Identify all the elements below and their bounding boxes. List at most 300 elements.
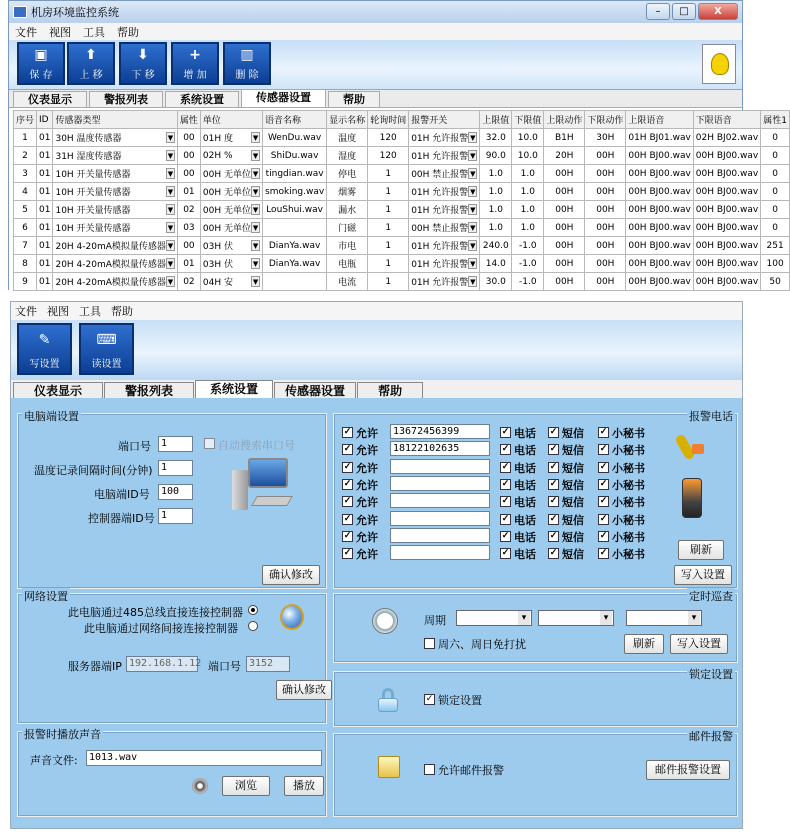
- table-row[interactable]: [14, 129, 790, 147]
- sms-label: 短信: [562, 548, 584, 562]
- table-cell[interactable]: 00H BJ00.wav: [693, 183, 760, 201]
- table-cell[interactable]: 00H: [585, 183, 626, 201]
- table-cell[interactable]: 00H: [585, 255, 626, 273]
- table-cell[interactable]: 00H: [544, 237, 585, 255]
- phone-checkbox[interactable]: ✓: [501, 530, 510, 541]
- allow-checkbox[interactable]: ✓: [343, 548, 352, 559]
- table-cell[interactable]: 0: [761, 219, 790, 237]
- table-cell[interactable]: 10.0: [512, 147, 544, 165]
- dropdown-arrow-icon[interactable]: ▼: [470, 242, 476, 250]
- column-header[interactable]: 上限动作: [544, 111, 585, 129]
- table-cell[interactable]: 01: [37, 237, 53, 255]
- table-cell[interactable]: 00H BJ00.wav: [693, 165, 760, 183]
- table-cell[interactable]: 5: [14, 201, 37, 219]
- table-cell[interactable]: 1: [14, 129, 37, 147]
- lock-title: 锁定设置: [689, 668, 733, 681]
- table-cell[interactable]: 6: [14, 219, 37, 237]
- cell-value: 10H 开关量传感器: [55, 188, 131, 198]
- table-cell[interactable]: 00H BJ00.wav: [693, 273, 760, 291]
- table-cell[interactable]: 30H: [585, 129, 626, 147]
- table-cell[interactable]: LouShui.wav: [263, 201, 327, 219]
- dropdown-arrow-icon[interactable]: ▼: [252, 134, 259, 142]
- table-cell[interactable]: [53, 165, 177, 183]
- table-cell[interactable]: DianYa.wav: [263, 255, 327, 273]
- phone-number-input[interactable]: [390, 476, 490, 491]
- table-cell[interactable]: 湿度: [327, 147, 368, 165]
- dropdown-arrow-icon[interactable]: ▼: [252, 242, 259, 250]
- table-cell[interactable]: [53, 201, 177, 219]
- secretary-checkbox[interactable]: ✓: [599, 444, 608, 455]
- move-up-button[interactable]: ⬆ 上 移: [67, 42, 115, 85]
- table-cell[interactable]: 1: [368, 237, 409, 255]
- table-cell[interactable]: 01: [37, 129, 53, 147]
- table-cell[interactable]: 1.0: [512, 165, 544, 183]
- column-header[interactable]: 语音名称: [263, 111, 327, 129]
- table-cell[interactable]: 00H BJ00.wav: [626, 237, 693, 255]
- dropdown-arrow-icon[interactable]: ▼: [252, 188, 259, 196]
- table-cell[interactable]: 00H BJ00.wav: [626, 147, 693, 165]
- menu-view-2[interactable]: 视图: [47, 305, 69, 318]
- table-cell[interactable]: [200, 255, 262, 273]
- mail-alarm-checkbox[interactable]: [424, 764, 435, 775]
- menu-file-2[interactable]: 文件: [15, 305, 37, 318]
- phone-checkbox[interactable]: ✓: [501, 427, 510, 437]
- phone-number-input[interactable]: [390, 545, 490, 560]
- table-row[interactable]: [14, 201, 790, 219]
- table-cell[interactable]: 01H BJ01.wav: [626, 129, 693, 147]
- table-cell[interactable]: -1.0: [512, 255, 544, 273]
- table-cell[interactable]: [53, 255, 177, 273]
- column-header[interactable]: 下限值: [512, 111, 544, 129]
- table-cell[interactable]: 00H BJ00.wav: [626, 255, 693, 273]
- table-cell[interactable]: [409, 255, 480, 273]
- table-cell[interactable]: ShiDu.wav: [263, 147, 327, 165]
- table-cell[interactable]: 00H: [585, 147, 626, 165]
- tab-help-2[interactable]: 帮助: [357, 382, 423, 398]
- maximize-button[interactable]: □: [672, 3, 696, 20]
- table-cell[interactable]: 02: [177, 273, 200, 291]
- allow-checkbox[interactable]: ✓: [343, 513, 352, 524]
- table-cell[interactable]: [53, 273, 177, 291]
- secretary-checkbox[interactable]: ✓: [599, 478, 608, 489]
- table-cell[interactable]: 14.0: [480, 255, 512, 273]
- column-header[interactable]: ID: [37, 111, 53, 129]
- table-cell[interactable]: 10.0: [512, 129, 544, 147]
- table-cell[interactable]: [53, 219, 177, 237]
- menu-help-2[interactable]: 帮助: [111, 305, 133, 318]
- port-input[interactable]: 1: [158, 436, 193, 452]
- table-cell[interactable]: 1: [368, 255, 409, 273]
- move-down-button[interactable]: ⬇ 下 移: [119, 42, 167, 85]
- column-header[interactable]: 显示名称: [327, 111, 368, 129]
- table-cell[interactable]: 00H BJ00.wav: [626, 273, 693, 291]
- close-button[interactable]: X: [698, 3, 738, 20]
- secretary-label: 小秘书: [612, 478, 645, 492]
- table-cell[interactable]: 00: [177, 129, 200, 147]
- table-cell[interactable]: smoking.wav: [263, 183, 327, 201]
- table-cell[interactable]: 市电: [327, 237, 368, 255]
- table-cell[interactable]: DianYa.wav: [263, 237, 327, 255]
- write-settings-button[interactable]: ✎ 写设置: [17, 323, 72, 375]
- lock-checkbox[interactable]: ✓: [425, 694, 434, 704]
- dropdown-arrow-icon[interactable]: ▼: [470, 170, 476, 178]
- table-cell[interactable]: 01: [37, 219, 53, 237]
- table-cell[interactable]: 7: [14, 237, 37, 255]
- net-confirm-button[interactable]: 确认修改: [276, 680, 332, 700]
- secretary-checkbox[interactable]: ✓: [599, 530, 608, 541]
- table-cell[interactable]: 电流: [327, 273, 368, 291]
- table-cell[interactable]: 1.0: [480, 201, 512, 219]
- secretary-checkbox[interactable]: ✓: [599, 427, 608, 437]
- dropdown-arrow-icon[interactable]: ▼: [252, 278, 259, 286]
- table-cell[interactable]: [200, 237, 262, 255]
- table-cell[interactable]: 9: [14, 273, 37, 291]
- cell-value: 20H 4-20mA模拟量传感器: [55, 260, 166, 270]
- table-cell[interactable]: 01: [177, 255, 200, 273]
- table-cell[interactable]: 漏水: [327, 201, 368, 219]
- table-cell[interactable]: 00: [177, 165, 200, 183]
- table-cell[interactable]: 30.0: [480, 273, 512, 291]
- menu-view[interactable]: 视图: [49, 25, 71, 39]
- table-cell[interactable]: [409, 219, 480, 237]
- table-cell[interactable]: 0: [761, 201, 790, 219]
- table-cell[interactable]: [53, 237, 177, 255]
- minimize-button[interactable]: –: [646, 3, 670, 20]
- net-port-label: 端口号: [208, 660, 241, 673]
- table-cell[interactable]: 00H BJ00.wav: [626, 219, 693, 237]
- allow-label: 允许: [356, 496, 378, 510]
- table-cell[interactable]: 00H: [544, 183, 585, 201]
- tab-system-settings-2[interactable]: 系统设置: [195, 380, 273, 398]
- browse-button[interactable]: 浏览: [222, 776, 270, 796]
- period-select-3[interactable]: [626, 610, 702, 626]
- tab-system-settings[interactable]: 系统设置: [165, 91, 239, 107]
- allow-checkbox[interactable]: ✓: [343, 444, 352, 455]
- table-cell[interactable]: 1: [368, 273, 409, 291]
- dropdown-arrow-icon[interactable]: ▼: [252, 224, 259, 232]
- table-cell[interactable]: 1: [368, 183, 409, 201]
- dropdown-arrow-icon[interactable]: ▼: [470, 152, 476, 160]
- table-cell[interactable]: 00H: [544, 273, 585, 291]
- allow-checkbox[interactable]: ✓: [343, 427, 352, 437]
- column-header[interactable]: 序号: [14, 111, 37, 129]
- dropdown-arrow-icon[interactable]: ▼: [252, 206, 259, 214]
- table-cell[interactable]: 01: [37, 255, 53, 273]
- column-header[interactable]: 轮询时间: [368, 111, 409, 129]
- dropdown-arrow-icon[interactable]: ▼: [470, 188, 476, 196]
- table-cell[interactable]: 00H BJ00.wav: [693, 219, 760, 237]
- save-button[interactable]: ▣ 保 存: [17, 42, 65, 85]
- dropdown-arrow-icon[interactable]: ▼: [167, 188, 174, 196]
- table-cell[interactable]: 电瓶: [327, 255, 368, 273]
- table-cell[interactable]: 00H BJ00.wav: [693, 255, 760, 273]
- phone-number-input[interactable]: [390, 511, 490, 526]
- table-row[interactable]: [14, 255, 790, 273]
- table-cell[interactable]: 20H: [544, 147, 585, 165]
- column-header[interactable]: 上限值: [480, 111, 512, 129]
- table-cell[interactable]: [200, 165, 262, 183]
- table-cell[interactable]: [200, 183, 262, 201]
- menu-file[interactable]: 文件: [15, 25, 37, 39]
- table-cell[interactable]: 1: [368, 165, 409, 183]
- table-cell[interactable]: 2: [14, 147, 37, 165]
- table-cell[interactable]: 00H: [544, 201, 585, 219]
- rs485-radio[interactable]: [248, 605, 258, 615]
- phone-number-input[interactable]: [390, 493, 490, 508]
- table-cell[interactable]: 02H BJ02.wav: [693, 129, 760, 147]
- weekend-checkbox[interactable]: [424, 638, 435, 649]
- table-cell[interactable]: 烟雾: [327, 183, 368, 201]
- table-cell[interactable]: [263, 273, 327, 291]
- column-header[interactable]: 报警开关: [409, 111, 480, 129]
- phone-number-input[interactable]: 13672456399: [390, 424, 490, 439]
- table-cell[interactable]: 1.0: [480, 219, 512, 237]
- table-cell[interactable]: 00H: [585, 219, 626, 237]
- period-select-2[interactable]: [538, 610, 614, 626]
- patrol-refresh-button[interactable]: 刷新: [624, 634, 664, 654]
- sms-checkbox[interactable]: ✓: [549, 461, 558, 472]
- table-cell[interactable]: [409, 165, 480, 183]
- table-cell[interactable]: 02: [177, 201, 200, 219]
- table-cell[interactable]: 100: [761, 255, 790, 273]
- phone-checkbox[interactable]: ✓: [501, 496, 510, 507]
- table-cell[interactable]: [263, 219, 327, 237]
- phone-checkbox[interactable]: ✓: [501, 513, 510, 524]
- column-header[interactable]: 单位: [200, 111, 262, 129]
- table-cell[interactable]: 00H BJ00.wav: [626, 201, 693, 219]
- table-cell[interactable]: 00H BJ00.wav: [693, 147, 760, 165]
- dropdown-arrow-icon[interactable]: ▼: [167, 152, 174, 160]
- table-cell[interactable]: [409, 273, 480, 291]
- table-cell[interactable]: [53, 183, 177, 201]
- table-cell[interactable]: 门磁: [327, 219, 368, 237]
- column-header[interactable]: 传感器类型: [53, 111, 177, 129]
- sms-checkbox[interactable]: ✓: [549, 530, 558, 541]
- secretary-checkbox[interactable]: ✓: [599, 513, 608, 524]
- table-row[interactable]: [14, 183, 790, 201]
- table-cell[interactable]: 1.0: [512, 219, 544, 237]
- column-header[interactable]: 下限语音: [693, 111, 760, 129]
- cell-value: 03H 伏: [202, 260, 234, 270]
- patrol-write-button[interactable]: 写入设置: [670, 634, 728, 654]
- dropdown-arrow-icon[interactable]: ▼: [167, 224, 174, 232]
- dropdown-arrow-icon[interactable]: ▼: [167, 170, 174, 178]
- alarm-write-button[interactable]: 写入设置: [674, 565, 732, 585]
- table-cell[interactable]: 4: [14, 183, 37, 201]
- phone-checkbox[interactable]: ✓: [501, 548, 510, 559]
- tab-gauge[interactable]: 仪表显示: [13, 91, 87, 107]
- tab-sensor-settings-2[interactable]: 传感器设置: [274, 382, 356, 398]
- pc-confirm-button[interactable]: 确认修改: [262, 565, 320, 585]
- dropdown-arrow-icon[interactable]: ▼: [470, 224, 476, 232]
- table-cell[interactable]: 0: [761, 147, 790, 165]
- help-bulb-icon[interactable]: [702, 44, 736, 84]
- dropdown-arrow-icon[interactable]: ▼: [167, 260, 174, 268]
- table-cell[interactable]: 00: [177, 147, 200, 165]
- dropdown-arrow-icon[interactable]: ▼: [470, 278, 476, 286]
- interval-input[interactable]: 1: [158, 460, 193, 476]
- table-cell[interactable]: 1.0: [512, 201, 544, 219]
- menu-help[interactable]: 帮助: [117, 25, 139, 39]
- add-button[interactable]: + 增 加: [171, 42, 219, 85]
- table-cell[interactable]: 240.0: [480, 237, 512, 255]
- table-cell[interactable]: 01: [37, 201, 53, 219]
- dropdown-arrow-icon[interactable]: ▼: [252, 152, 259, 160]
- table-cell[interactable]: WenDu.wav: [263, 129, 327, 147]
- table-cell[interactable]: 120: [368, 147, 409, 165]
- table-cell[interactable]: 1.0: [480, 165, 512, 183]
- table-cell[interactable]: 温度: [327, 129, 368, 147]
- table-cell[interactable]: 1: [368, 201, 409, 219]
- phone-checkbox[interactable]: ✓: [501, 444, 510, 455]
- tab-sensor-settings[interactable]: 传感器设置: [241, 89, 326, 107]
- allow-checkbox[interactable]: ✓: [343, 530, 352, 541]
- tab-gauge-2[interactable]: 仪表显示: [13, 382, 103, 398]
- phone-number-input[interactable]: 18122102635: [390, 441, 490, 456]
- table-cell[interactable]: [53, 147, 177, 165]
- table-cell[interactable]: 00H: [544, 219, 585, 237]
- table-cell[interactable]: 00H: [585, 237, 626, 255]
- network-radio[interactable]: [248, 621, 258, 631]
- table-cell[interactable]: 00H: [585, 273, 626, 291]
- table-cell[interactable]: 00H: [544, 165, 585, 183]
- table-cell[interactable]: 00H: [544, 255, 585, 273]
- table-cell[interactable]: 00H BJ00.wav: [626, 183, 693, 201]
- table-cell[interactable]: 00H BJ00.wav: [693, 201, 760, 219]
- sms-checkbox[interactable]: ✓: [549, 444, 558, 455]
- table-cell[interactable]: 120: [368, 129, 409, 147]
- dropdown-arrow-icon[interactable]: ▼: [167, 278, 174, 286]
- table-cell[interactable]: [409, 201, 480, 219]
- phone-number-input[interactable]: [390, 528, 490, 543]
- tab-alarm-list-2[interactable]: 警报列表: [104, 382, 194, 398]
- sms-checkbox[interactable]: ✓: [549, 427, 558, 437]
- table-cell[interactable]: 1.0: [480, 183, 512, 201]
- dropdown-arrow-icon[interactable]: ▼: [470, 134, 476, 142]
- table-cell[interactable]: 01: [37, 165, 53, 183]
- sensor-table: [13, 110, 790, 291]
- table-cell[interactable]: 3: [14, 165, 37, 183]
- dropdown-arrow-icon[interactable]: ▼: [252, 260, 259, 268]
- table-cell[interactable]: [53, 129, 177, 147]
- table-cell[interactable]: 00H BJ00.wav: [626, 165, 693, 183]
- pc-id-input[interactable]: 100: [158, 484, 193, 500]
- table-cell[interactable]: 32.0: [480, 129, 512, 147]
- secretary-checkbox[interactable]: ✓: [599, 496, 608, 507]
- allow-checkbox[interactable]: ✓: [343, 461, 352, 472]
- sound-file-input[interactable]: 1013.wav: [86, 750, 322, 766]
- alarm-refresh-button[interactable]: 刷新: [678, 540, 724, 560]
- table-cell[interactable]: 00H: [585, 201, 626, 219]
- table-row[interactable]: [14, 147, 790, 165]
- ctrl-id-input[interactable]: 1: [158, 508, 193, 524]
- tab-alarm-list[interactable]: 警报列表: [89, 91, 163, 107]
- secretary-checkbox[interactable]: ✓: [599, 461, 608, 472]
- table-cell[interactable]: 01: [37, 183, 53, 201]
- table-cell[interactable]: 00H: [585, 165, 626, 183]
- table-cell[interactable]: [409, 147, 480, 165]
- table-cell[interactable]: 01: [37, 273, 53, 291]
- phone-checkbox[interactable]: ✓: [501, 478, 510, 489]
- table-cell[interactable]: [409, 183, 480, 201]
- delete-button[interactable]: ▥ 删 除: [223, 42, 271, 85]
- table-cell[interactable]: [200, 201, 262, 219]
- allow-checkbox[interactable]: ✓: [343, 496, 352, 507]
- table-cell[interactable]: [200, 147, 262, 165]
- table-cell[interactable]: -1.0: [512, 237, 544, 255]
- sms-checkbox[interactable]: ✓: [549, 513, 558, 524]
- table-row[interactable]: [14, 273, 790, 291]
- dropdown-arrow-icon[interactable]: ▼: [252, 170, 259, 178]
- column-header[interactable]: 属性: [177, 111, 200, 129]
- table-cell[interactable]: [200, 129, 262, 147]
- table-cell[interactable]: 00H BJ00.wav: [693, 237, 760, 255]
- table-cell[interactable]: [409, 237, 480, 255]
- table-cell[interactable]: [200, 219, 262, 237]
- table-cell[interactable]: 03: [177, 219, 200, 237]
- secretary-checkbox[interactable]: ✓: [599, 548, 608, 559]
- server-ip-input[interactable]: 192.168.1.12: [126, 656, 198, 672]
- play-button[interactable]: 播放: [284, 776, 324, 796]
- column-header[interactable]: 属性1: [761, 111, 790, 129]
- table-cell[interactable]: [200, 273, 262, 291]
- dropdown-arrow-icon[interactable]: ▼: [167, 206, 174, 214]
- tab-help[interactable]: 帮助: [328, 91, 380, 107]
- table-cell[interactable]: B1H: [544, 129, 585, 147]
- net-port-input[interactable]: 3152: [246, 656, 290, 672]
- sms-checkbox[interactable]: ✓: [549, 548, 558, 559]
- phone-checkbox[interactable]: ✓: [501, 461, 510, 472]
- phone-number-input[interactable]: [390, 459, 490, 474]
- table-cell[interactable]: 90.0: [480, 147, 512, 165]
- menu-tools[interactable]: 工具: [83, 25, 105, 39]
- menu-tools-2[interactable]: 工具: [79, 305, 101, 318]
- dropdown-arrow-icon[interactable]: ▼: [470, 206, 476, 214]
- period-select-1[interactable]: [456, 610, 532, 626]
- sms-checkbox[interactable]: ✓: [549, 496, 558, 507]
- table-cell[interactable]: 停电: [327, 165, 368, 183]
- table-cell[interactable]: tingdian.wav: [263, 165, 327, 183]
- column-header[interactable]: 下限动作: [585, 111, 626, 129]
- table-cell[interactable]: 0: [761, 129, 790, 147]
- table-cell[interactable]: 1: [368, 219, 409, 237]
- table-cell[interactable]: 50: [761, 273, 790, 291]
- table-cell[interactable]: 0: [761, 165, 790, 183]
- allow-checkbox[interactable]: ✓: [343, 478, 352, 489]
- dropdown-arrow-icon[interactable]: ▼: [167, 242, 174, 250]
- table-cell[interactable]: 01: [177, 183, 200, 201]
- auto-search-checkbox[interactable]: [204, 438, 215, 449]
- table-cell[interactable]: -1.0: [512, 273, 544, 291]
- table-cell[interactable]: [409, 129, 480, 147]
- table-cell[interactable]: 1.0: [512, 183, 544, 201]
- table-cell[interactable]: 251: [761, 237, 790, 255]
- table-cell[interactable]: 01: [37, 147, 53, 165]
- column-header[interactable]: 上限语音: [626, 111, 693, 129]
- table-cell[interactable]: 8: [14, 255, 37, 273]
- mail-settings-button[interactable]: 邮件报警设置: [646, 760, 730, 780]
- sms-checkbox[interactable]: ✓: [549, 478, 558, 489]
- dropdown-arrow-icon[interactable]: ▼: [470, 260, 476, 268]
- read-settings-button[interactable]: ⌨ 读设置: [79, 323, 134, 375]
- table-cell[interactable]: 00: [177, 237, 200, 255]
- ctrl-id-label: 控制器端ID号: [88, 512, 155, 525]
- table-row[interactable]: [14, 237, 790, 255]
- dropdown-arrow-icon[interactable]: ▼: [167, 134, 174, 142]
- table-cell[interactable]: 0: [761, 183, 790, 201]
- table-row[interactable]: [14, 219, 790, 237]
- table-row[interactable]: [14, 165, 790, 183]
